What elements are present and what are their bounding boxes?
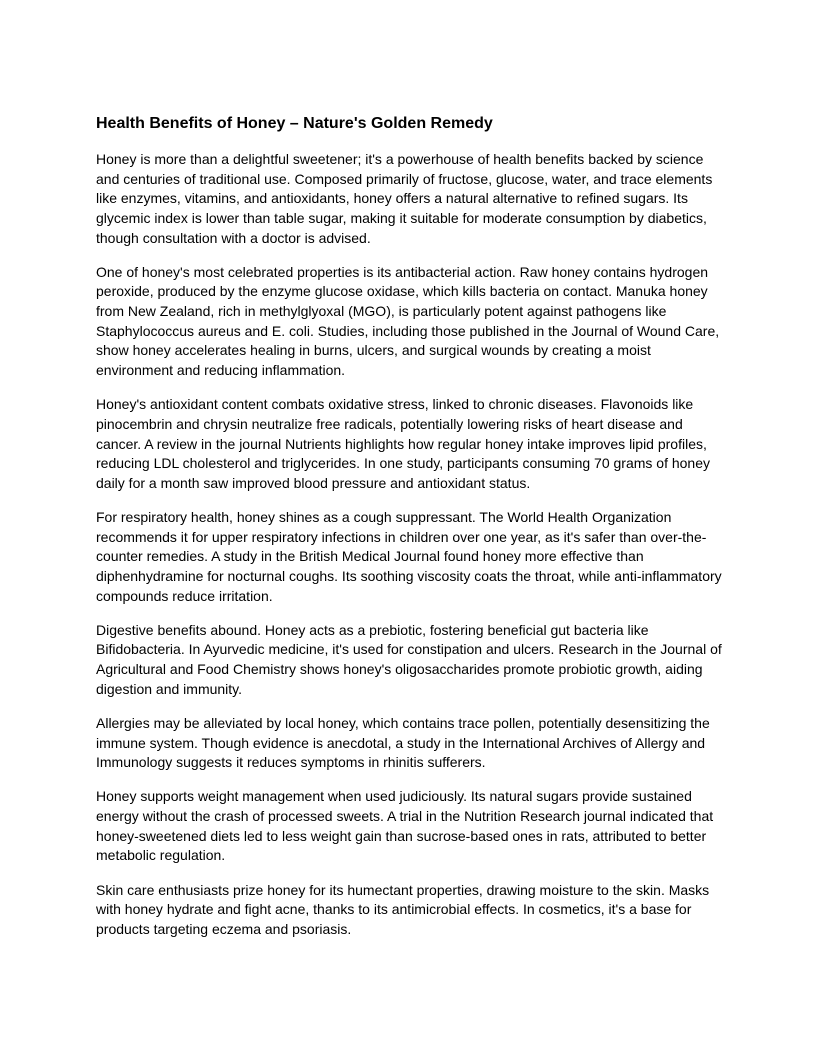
paragraph-skin-care: Skin care enthusiasts prize honey for its humectant properties, drawing moisture to the skin. Masks with honey hydrate and fight acne, thanks to its antimicrobial effects. In cosmetics, it's a base for products targeting eczema and psoriasis. xyxy=(96,881,710,937)
paragraph-antibacterial: One of honey's most celebrated properties is its antibacterial action. Raw honey contains hydrogen peroxide, produced by the enzyme glucose oxidase, which kills bacteria on contact. Manuka honey from New Zealand, rich in methylglyoxal (MGO), is particularly potent against pathogens like Staphylococcus aureus and E. coli. Studies, including those published in the Journal of Wound Care, show honey accelerates healing in burns, ulcers, and surgical wounds by creating a moist environment and reducing inflammation. xyxy=(96,263,720,379)
paragraph-weight: Honey supports weight management when used judiciously. Its natural sugars provide sustained energy without the crash of processed sweets. A trial in the Nutrition Research journal indicated that honey-sweetened diets led to less weight gain than sucrose-based ones in rats, attributed to better metabolic regulation. xyxy=(96,788,714,864)
paragraph-overview: Honey is more than a delightful sweetener; it's a powerhouse of health benefits backed by science and centuries of traditional use. Composed primarily of fructose, glucose, water, and trace elements like enzymes, vitamins, and antioxidants, honey offers a natural alternative to refined sugars. Its glycemic index is lower than table sugar, making it suitable for moderate consumption by diabetics, though consultation with a doctor is advised. xyxy=(96,151,713,246)
paragraph-antioxidant: Honey's antioxidant content combats oxidative stress, linked to chronic diseases. Flavonoids like pinocembrin and chrysin neutralize free radicals, potentially lowering risks of heart disease and cancer. A review in the journal Nutrients highlights how regular honey intake improves lipid profiles, reducing LDL cholesterol and triglycerides. In one study, participants consuming 70 grams of honey daily for a month saw improved blood pressure and antioxidant status. xyxy=(96,396,711,491)
document-page xyxy=(96,113,724,954)
document-title: Health Benefits of Honey – Nature's Golden Remedy xyxy=(96,115,493,132)
paragraph-digestive: Digestive benefits abound. Honey acts as a prebiotic, fostering beneficial gut bacteria like Bifidobacteria. In Ayurvedic medicine, it's used for constipation and ulcers. Research in the Journal of Agricultural and Food Chemistry shows honey's oligosaccharides promote probiotic growth, aiding digestion and immunity. xyxy=(96,621,722,697)
paragraph-respiratory: For respiratory health, honey shines as a cough suppressant. The World Health Organization recommends it for upper respiratory infections in children over one year, as it's safer than over-the-counter remedies. A study in the British Medical Journal found honey more effective than diphenhydramine for nocturnal coughs. Its soothing viscosity coats the throat, while anti-inflammatory compounds reduce irritation. xyxy=(96,509,722,604)
paragraph-allergies: Allergies may be alleviated by local honey, which contains trace pollen, potentially desensitizing the immune system. Though evidence is anecdotal, a study in the International Archives of Allergy and Immunology suggests it reduces symptoms in rhinitis sufferers. xyxy=(96,714,710,771)
